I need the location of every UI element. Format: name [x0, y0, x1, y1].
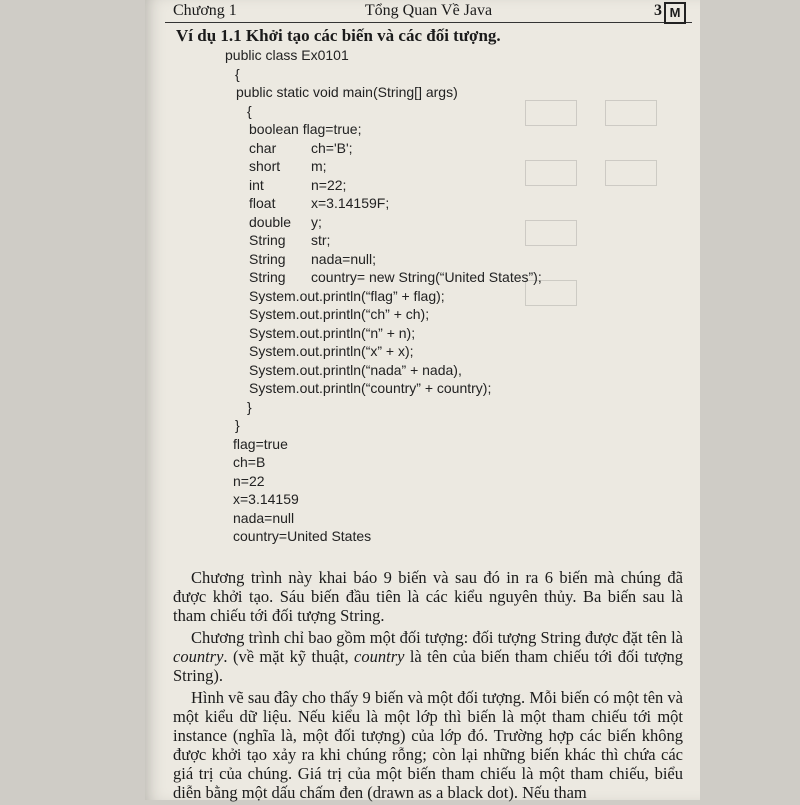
println-line: System.out.println(“x” + x); — [249, 343, 414, 359]
decl-rest: m; — [311, 158, 327, 174]
open-brace: { — [235, 66, 240, 82]
emphasis-country: country — [354, 647, 405, 666]
decl-rest: x=3.14159F; — [311, 195, 390, 211]
paragraph: Chương trình này khai báo 9 biến và sau đó in ra 6 biến mà chúng đã được khởi tạo. Sáu biến đầu tiên là các kiểu nguyên thủy. Ba biến sau là tham chiếu tới đối tượng String. — [173, 568, 683, 625]
paragraph — [173, 628, 683, 685]
text-run: Chương trình chỉ bao gồm một đối tượng: đối tượng String được đặt tên là — [191, 628, 683, 647]
class-declaration: public class Ex0101 — [225, 47, 349, 63]
println-line: System.out.println(“country” + country); — [249, 380, 492, 396]
text-run: . (về mặt kỹ thuật, — [223, 647, 355, 666]
decl-line-boolean — [249, 121, 361, 137]
output-line: ch=B — [233, 454, 266, 470]
decl-rest: flag=true; — [298, 121, 362, 137]
decl-rest: ch='B'; — [311, 140, 353, 156]
close-brace: } — [247, 399, 252, 415]
decl-rest: nada=null; — [311, 251, 377, 267]
paragraph: Hình vẽ sau đây cho thấy 9 biến và một đối tượng. Mỗi biến có một tên và một kiểu dữ liệu. Nếu kiểu là một lớp thì biến là một tham chiếu tới một instance (nghĩa là, một đối tượng) của lớp đó. Trường hợp các biến không được khởi tạo xảy ra khi chúng rỗng; còn lại những biến khác thì chứa các giá trị của chúng. Giá trị của một biến tham chiếu là một tham chiếu, biểu diễn bằng một dấu chấm đen (drawn as a black dot). Nếu tham — [173, 688, 683, 802]
decl-type: double — [249, 214, 292, 230]
book-page — [145, 0, 700, 800]
println-line: System.out.println(“flag” + flag); — [249, 288, 445, 304]
main-declaration: public static void main(String[] args) — [236, 84, 458, 100]
page-number: 3 — [654, 2, 662, 19]
decl-type: String — [249, 232, 286, 248]
text-run: là tên của biến tham chiếu tới đối tượng String). — [173, 647, 683, 685]
open-brace: { — [247, 103, 252, 119]
decl-type: char — [249, 140, 277, 156]
output-line: country=United States — [233, 528, 372, 544]
output-line: flag=true — [233, 436, 288, 452]
publisher-logo-icon: M — [664, 2, 686, 24]
body-text — [173, 568, 683, 805]
close-brace: } — [235, 417, 240, 433]
code-listing — [145, 0, 700, 560]
decl-type: float — [249, 195, 276, 211]
println-line: System.out.println(“ch” + ch); — [249, 306, 430, 322]
decl-type: short — [249, 158, 281, 174]
output-line: x=3.14159 — [233, 491, 299, 507]
output-line: n=22 — [233, 473, 265, 489]
running-title: Tổng Quan Về Java — [364, 2, 493, 19]
decl-rest: y; — [311, 214, 322, 230]
example-title: Ví dụ 1.1 Khởi tạo các biến và các đối tượng. — [176, 26, 501, 45]
decl-rest: n=22; — [311, 177, 347, 193]
decl-rest: str; — [311, 232, 331, 248]
println-line: System.out.println(“nada” + nada), — [249, 362, 462, 378]
decl-type: int — [249, 177, 264, 193]
decl-type: boolean — [249, 121, 299, 137]
output-line: nada=null — [233, 510, 295, 526]
decl-type: String — [249, 251, 286, 267]
println-line: System.out.println(“n” + n); — [249, 325, 416, 341]
decl-type: String — [249, 269, 286, 285]
emphasis-country: country — [173, 647, 224, 666]
decl-rest: country= new String(“United States”); — [311, 269, 542, 285]
chapter-label: Chương 1 — [173, 2, 237, 19]
